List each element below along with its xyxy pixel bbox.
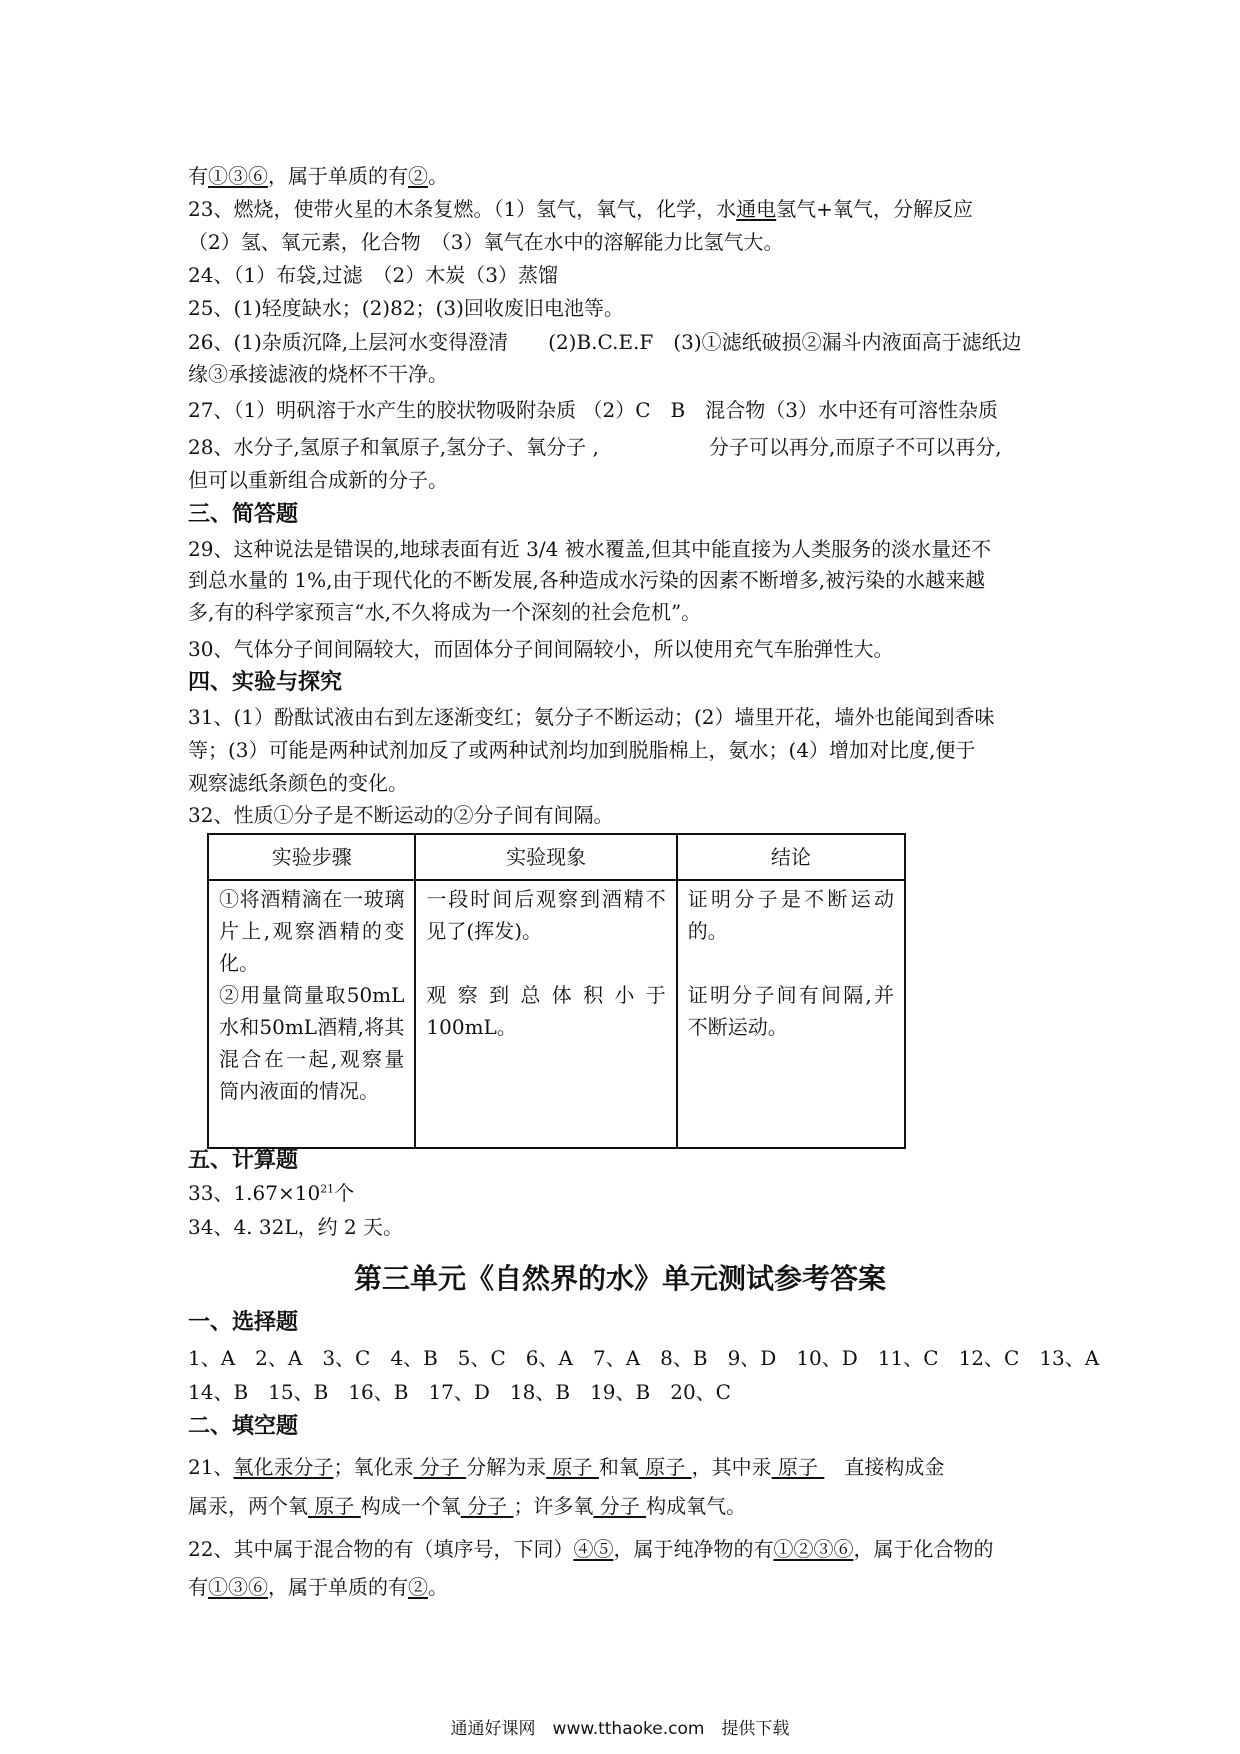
answer-32: 32、性质①分子是不断运动的②分子间有间隔。 (188, 803, 614, 827)
answer-28-line1: 28、水分子,氢原子和氧原子,氢分子、氧分子 , 分子可以再分,而原子不可以再分, (188, 435, 1002, 459)
footer-source: 通通好课网 www.tthaoke.com 提供下载 (450, 1719, 790, 1739)
answer-23-line2: （2）氢、氧元素，化合物 （3）氧气在水中的溶解能力比氢气大。 (188, 230, 784, 254)
mc-answers-line2: 14、B 15、B 16、B 17、D 18、B 19、B 20、C (188, 1380, 731, 1404)
answer-27: 27、（1）明矾溶于水产生的胶状物吸附杂质 （2）C B 混合物（3）水中还有可溶性杂质 (188, 398, 998, 422)
answer-23-line1: 23、燃烧，使带火星的木条复燃。（1）氢气，氧气，化学，水通电氢气+氧气，分解反应 (188, 197, 973, 221)
conclusion-2: 证明分子间有间隔,并不断运动。 (687, 983, 894, 1039)
answer-21-line2: 属汞，两个氧 原子 构成一个氧 分子 ；许多氧 分子 构成氧气。 (188, 1494, 747, 1518)
header-steps: 实验步骤 (208, 834, 415, 880)
mc-answers-line1: 1、A 2、A 3、C 4、B 5、C 6、A 7、A 8、B 9、D 10、D 11、C 12、C 13、A (188, 1346, 1100, 1370)
answer-29-line1: 29、这种说法是错误的,地球表面有近 3/4 被水覆盖,但其中能直接为人类服务的淡水量还不 (188, 537, 992, 561)
answer-26-line2: 缘③承接滤液的烧杯不干净。 (188, 362, 448, 386)
step-2: ②用量筒量取50mL水和50mL酒精,将其混合在一起,观察量筒内液面的情况。 (219, 983, 405, 1103)
answer-29-line3: 多,有的科学家预言“水,不久将成为一个深刻的社会危机”。 (188, 600, 702, 624)
experiment-table (207, 833, 906, 1149)
section-heading-calculation: 五、计算题 (188, 1148, 299, 1173)
table-row (208, 880, 905, 1148)
answer-29-line2: 到总水量的 1%,由于现代化的不断发展,各种造成水污染的因素不断增多,被污染的水越来越 (188, 568, 986, 592)
cell-conclusions (677, 880, 905, 1148)
unit-title: 第三单元《自然界的水》单元测试参考答案 (353, 1262, 886, 1295)
section-heading-multiple-choice: 一、选择题 (188, 1310, 299, 1335)
answer-22-line2: 有①③⑥，属于单质的有②。 (188, 1575, 448, 1599)
section-heading-short-answer: 三、简答题 (188, 502, 299, 527)
observation-2: 观察到总体积小于100mL。 (426, 983, 666, 1039)
answer-24: 24、（1）布袋,过滤 （2）木炭（3）蒸馏 (188, 263, 558, 287)
answer-33: 33、$1.67\times 10^{21}$个 (188, 1181, 355, 1205)
answer-25: 25、(1)轻度缺水；(2)82；(3)回收废旧电池等。 (188, 296, 624, 320)
answer-26-line1: 26、(1)杂质沉降,上层河水变得澄清 (2)B.C.E.F (3)①滤纸破损②漏斗内液面高于滤纸边 (188, 330, 1022, 354)
q22-carryover-line: 有①③⑥，属于单质的有②。 (188, 164, 448, 188)
section-heading-fill-blank: 二、填空题 (188, 1414, 299, 1439)
answer-22-line1: 22、其中属于混合物的有（填序号，下同）④⑤，属于纯净物的有①②③⑥，属于化合物的 (188, 1537, 994, 1561)
cell-observations (415, 880, 676, 1148)
cell-steps (208, 880, 415, 1148)
answer-34: 34、4. 32L，约 2 天。 (188, 1215, 404, 1239)
answer-31-line3: 观察滤纸条颜色的变化。 (188, 771, 408, 795)
answer-30: 30、气体分子间间隔较大，而固体分子间间隔较小，所以使用充气车胎弹性大。 (188, 637, 894, 661)
observation-1: 一段时间后观察到酒精不见了(挥发)。 (426, 887, 666, 943)
section-heading-experiment: 四、实验与探究 (188, 670, 343, 695)
step-1: ①将酒精滴在一玻璃片上,观察酒精的变化。 (219, 887, 405, 975)
answer-31-line2: 等；(3）可能是两种试剂加反了或两种试剂均加到脱脂棉上，氨水；(4）增加对比度,便于 (188, 738, 976, 762)
answer-21-line1: 21、氧化汞分子；氧化汞 分子 分解为汞 原子 和氧 原子 ，其中汞 原子 直接构成金 (188, 1455, 945, 1479)
answer-31-line1: 31、(1）酚酞试液由右到左逐渐变红；氨分子不断运动；(2）墙里开花，墙外也能闻到香味 (188, 705, 995, 729)
conclusion-1: 证明分子是不断运动的。 (687, 887, 894, 943)
table-header-row (208, 834, 905, 880)
header-observation: 实验现象 (415, 834, 676, 880)
answer-28-line2: 但可以重新组合成新的分子。 (188, 468, 448, 492)
header-conclusion: 结论 (677, 834, 905, 880)
